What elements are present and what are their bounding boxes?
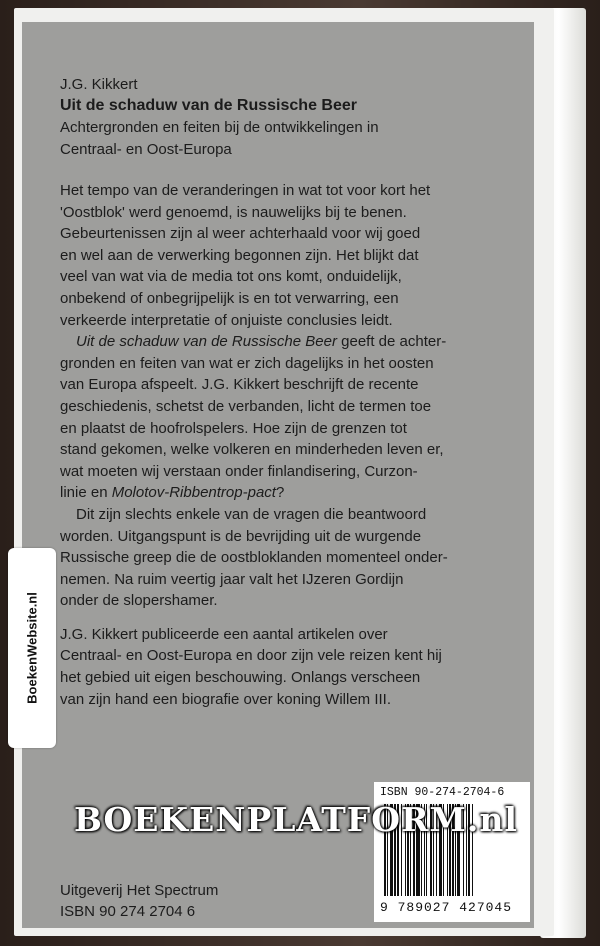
text-line: en wel aan de verwerking begonnen zijn. Het blijkt dat [60, 246, 419, 264]
italic-title: Uit de schaduw van de Russische Beer [76, 333, 337, 351]
text-line: wat moeten wij verstaan onder finlandisering, Curzon- [60, 462, 418, 480]
text-line: nemen. Na ruim veertig jaar valt het IJzeren Gordijn [60, 570, 404, 588]
bio-line: Centraal- en Oost-Europa en door zijn vele reizen kent hij [60, 647, 442, 665]
text-fragment: linie en [60, 484, 112, 502]
paragraph-gap [60, 612, 500, 624]
text-line: worden. Uitgangspunt is de bevrijding uit de wurgende [60, 527, 422, 545]
subtitle-line: Achtergronden en feiten bij de ontwikkelingen in [60, 119, 379, 136]
subtitle-line: Centraal- en Oost-Europa [60, 140, 232, 158]
text-line [60, 482, 500, 504]
text-fragment: geeft de achter- [336, 333, 447, 351]
text-line: Het tempo van de veranderingen in wat tot voor kort het [60, 182, 431, 199]
boekenplatform-watermark: BOEKENPLATFORM.nl [74, 800, 518, 839]
text-line: veel van wat via de media tot ons komt, onduidelijk, [60, 268, 402, 286]
text-line: onder de slopershamer. [60, 592, 218, 610]
text-line: gronden en feiten van wat er zich dagelijks in het oosten [60, 354, 434, 372]
text-fragment: ? [275, 484, 285, 502]
text-line: 'Oostblok' werd genoemd, is nauwelijks bij te benen. [60, 203, 407, 221]
boekenwebsite-sticker [8, 548, 56, 748]
text-line: Gebeurtenissen zijn al weer achterhaald voor wij goed [60, 225, 421, 243]
bio-line: J.G. Kikkert publiceerde een aantal artikelen over [60, 625, 388, 643]
text-line: Dit zijn slechts enkele van de vragen die beantwoord [76, 505, 427, 523]
book-title: Uit de schaduw van de Russische Beer [60, 97, 357, 114]
sticker-label: BoekenWebsite.nl [24, 592, 40, 704]
italic-term: Molotov-Ribbentrop-pact [111, 484, 276, 502]
barcode-digits: 9 789027 427045 [380, 900, 513, 915]
text-line: onbekend of onbegrijpelijk is en tot verwarring, een [60, 289, 399, 307]
text-line [60, 331, 500, 353]
text-line: verkeerde interpretatie of onjuiste conclusies leidt. [60, 311, 393, 329]
bio-line: van zijn hand een biografie over koning Willem III. [60, 690, 392, 708]
blurb-text [60, 180, 500, 710]
text-line: geschiedenis, schetst de verbanden, licht de termen toe [60, 397, 432, 415]
text-line: en plaatst de hoofrolspelers. Hoe zijn de grenzen tot [60, 419, 407, 437]
book-subtitle [60, 117, 500, 160]
isbn-number: ISBN 90 274 2704 6 [60, 903, 196, 920]
author-name: J.G. Kikkert [60, 76, 138, 93]
bio-line: het gebied uit eigen beschouwing. Onlangs verscheen [60, 669, 421, 687]
text-line: van Europa afspeelt. J.G. Kikkert beschrijft de recente [60, 376, 419, 394]
publisher-name: Uitgeverij Het Spectrum [60, 882, 219, 899]
barcode-isbn: ISBN 90-274-2704-6 [380, 786, 505, 799]
text-line: stand gekomen, welke volkeren en minderheden leven er, [60, 441, 444, 459]
text-line: Russische greep die de oostbloklanden momenteel onder- [60, 549, 448, 567]
